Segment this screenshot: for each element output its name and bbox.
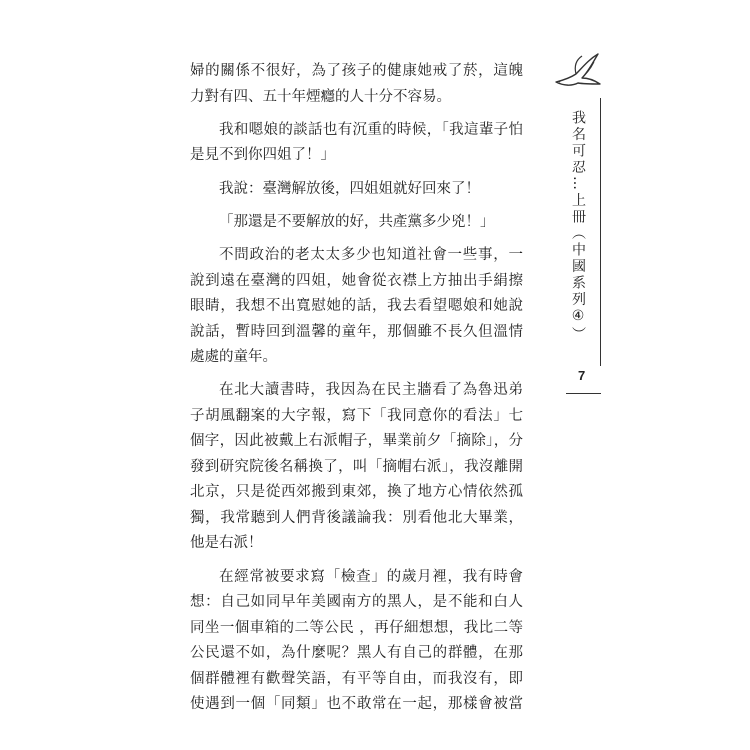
page-number: 7 <box>578 368 586 383</box>
text-line: 在經常被要求寫「檢查」的歲月裡，我有時會 <box>219 568 523 585</box>
text-line: 處處的童年。 <box>190 349 277 365</box>
text-line: 他是右派！ <box>190 535 263 552</box>
paragraph <box>190 243 523 371</box>
text-line: 不問政治的老太太多少也知道社會一些事，一 <box>219 247 523 263</box>
text-line: 北京，只是從西郊搬到東郊，換了地方心情依然孤 <box>190 484 523 501</box>
text-line: 公民還不如，為什麼呢？黑人有自己的群體，在那 <box>190 645 523 661</box>
text-line: 子胡風翻案的大字報，寫下「我同意你的看法」七 <box>190 407 523 424</box>
text-line: 我和嗯娘的談話也有沉重的時候，「我這輩子怕 <box>219 121 523 138</box>
text-line: 我說：臺灣解放後，四姐姐就好回來了！ <box>219 180 480 197</box>
paragraph <box>190 118 523 169</box>
bird-icon <box>552 50 602 92</box>
text-line: 說話，暫時回到溫馨的童年，那個雖不長久但溫情 <box>190 323 523 340</box>
text-line: 個字，因此被戴上右派帽子，畢業前夕「摘除」，分 <box>190 433 523 450</box>
text-line: 眼睛，我想不出寬慰她的話，我去看望嗯娘和她說 <box>190 298 523 314</box>
paragraph <box>190 177 523 203</box>
paragraph <box>190 565 523 718</box>
text-line: 在北大讀書時，我因為在民主牆看了為魯迅弟 <box>219 382 523 399</box>
running-title: 我名可忍…上冊（中國系列④） <box>570 110 586 343</box>
text-line: 使遇到一個「同類」也不敢常在一起，那樣會被當 <box>190 696 523 712</box>
paragraph <box>190 59 523 110</box>
text-line: 是見不到你四姐了！」 <box>190 147 335 164</box>
text-line: 同坐一個車箱的二等公民 ，再仔細想想，我比二等 <box>190 619 523 636</box>
page-number-rule <box>566 393 601 394</box>
text-line: 獨，我常聽到人們背後議論我：別看他北大畢業， <box>190 509 523 526</box>
paragraph <box>190 210 523 236</box>
paragraph <box>190 378 523 557</box>
text-line: 婦的關係不很好，為了孩子的健康她戒了菸，這魄 <box>190 63 523 79</box>
body-text <box>190 59 523 718</box>
side-rule <box>600 98 601 366</box>
text-line: 發到研究院後名稱換了，叫「摘帽右派」，我沒離開 <box>190 458 523 475</box>
text-line: 個群體裡有歡聲笑語，有平等自由，而我沒有，即 <box>190 670 523 687</box>
text-line: 想：自己如同早年美國南方的黑人，是不能和白人 <box>190 594 523 610</box>
text-line: 「那還是不要解放的好，共產黨多少兇！」 <box>219 213 495 230</box>
text-line: 說到遠在臺灣的四姐，她會從衣襟上方抽出手絹擦 <box>190 272 523 289</box>
text-line: 力對有四、五十年煙癮的人十分不容易。 <box>190 88 451 105</box>
